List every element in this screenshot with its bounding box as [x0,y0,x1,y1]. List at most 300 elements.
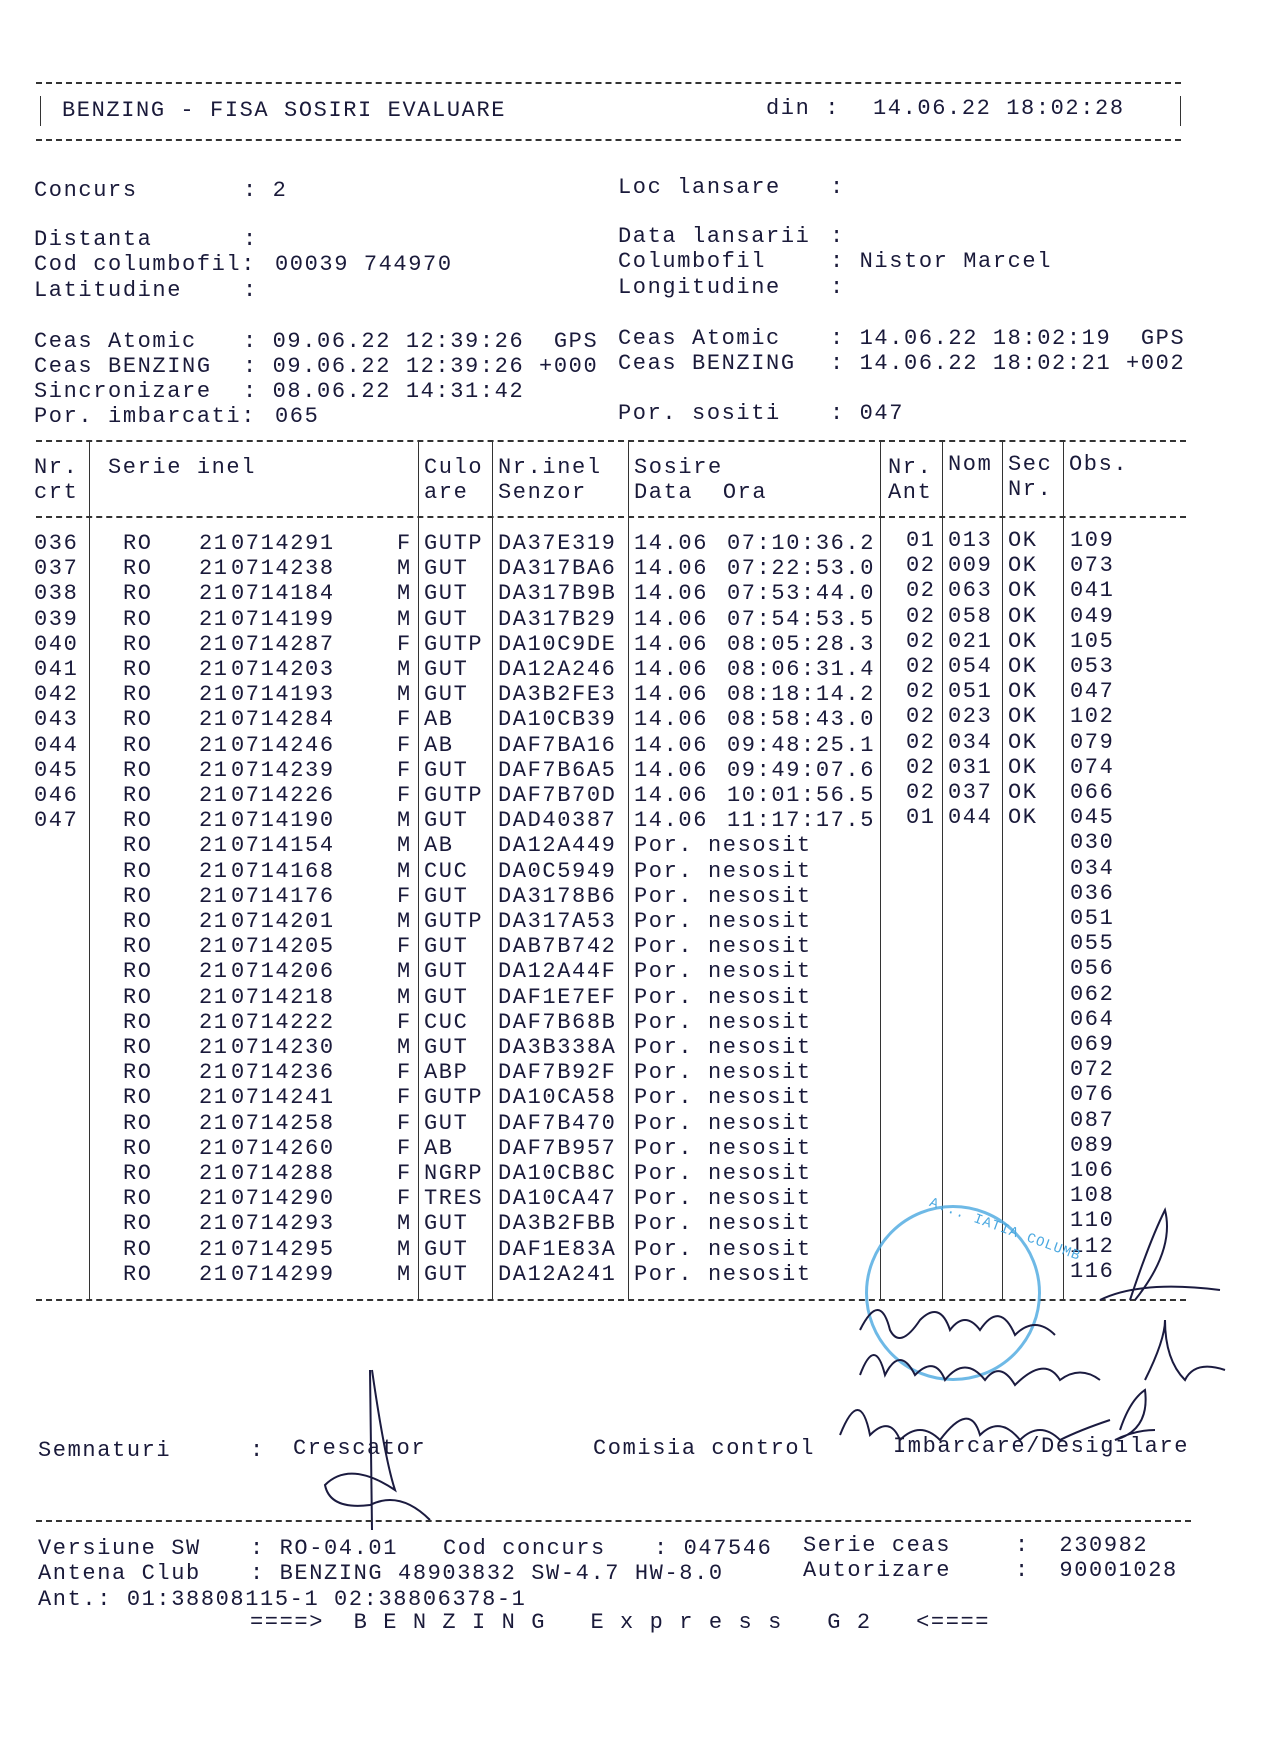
cell-ora: 08:06:31.4 [727,657,876,682]
cell-an: 21 [199,833,229,859]
serie-ceas-value: : 230982 [1015,1533,1149,1558]
imbarcati-value: 065 [275,404,320,429]
cell-an: 21 [199,732,229,758]
cell-inel: 0714226 [231,783,335,808]
header-obs: Obs. [1069,452,1129,477]
cell-obs: 064 [1070,1006,1115,1032]
cell-ora: nesosit [708,1085,812,1111]
din-value: 14.06.22 18:02:28 [873,96,1125,121]
cell-ora: 07:10:36.2 [727,531,876,556]
cell-senzor: DA37E319 [498,531,617,556]
cell-ora: nesosit [708,833,812,859]
antena-club-label: Antena Club [38,1561,201,1586]
cell-inel: 0714168 [231,858,335,884]
cell-culoare: GUT [424,757,469,783]
cell-culoare: GUT [424,1236,469,1262]
din-label: din : [766,96,841,121]
latitudine-label: Latitudine [34,278,183,303]
cell-ora: nesosit [708,934,812,960]
ceas-atomic-start-label: Ceas Atomic [34,329,197,354]
cell-sex: F [397,1060,412,1086]
cell-obs: 036 [1070,880,1115,906]
cell-sex: M [397,959,412,985]
cell-an: 21 [199,1211,229,1237]
cell-culoare: NGRP [424,1161,484,1186]
cell-nr: 038 [34,581,79,607]
cell-ant: 02 [906,654,936,679]
cell-ant: 02 [906,603,936,629]
cell-obs: 109 [1070,528,1115,553]
cell-sex: F [397,1186,412,1212]
document-title: BENZING - FISA SOSIRI EVALUARE [62,98,507,123]
cell-inel: 0714293 [231,1211,335,1237]
cell-an: 21 [199,581,229,607]
cell-inel: 0714236 [231,1060,335,1086]
cell-nr: 047 [34,808,79,834]
cell-ora: 09:48:25.1 [727,732,876,758]
cell-sex: M [397,1035,412,1060]
cell-tara: RO [123,581,153,607]
cell-obs: 051 [1070,906,1115,931]
cell-sex: F [397,1085,412,1111]
cell-data: Por. [634,1236,694,1262]
cell-sex: M [397,606,412,632]
header-nr: Nr. [34,455,79,480]
cell-inel: 0714222 [231,1009,335,1035]
sositi-label: Por. sositi [618,401,781,426]
cell-nr: 037 [34,556,79,582]
cell-culoare: GUTP [424,631,484,657]
cell-inel: 0714154 [231,833,335,859]
ceas-benzing-start-label: Ceas BENZING [34,354,212,379]
cell-data: Por. [634,858,694,884]
cell-sex: F [397,631,412,657]
cell-sex: M [397,682,412,708]
cell-ant: 02 [906,704,936,730]
cell-ora: nesosit [708,883,812,909]
header-crt: crt [34,480,79,505]
cell-obs: 049 [1070,603,1115,629]
cell-an: 21 [199,1135,229,1161]
cell-ora: nesosit [708,909,812,934]
cell-inel: 0714246 [231,732,335,758]
cell-sex: M [397,909,412,934]
cell-sec: OK [1008,679,1038,705]
cell-ora: 11:17:17.5 [727,808,876,834]
cell-an: 21 [199,909,229,934]
cell-inel: 0714203 [231,657,335,682]
cod-concurs-value: : 047546 [654,1536,773,1561]
cell-ora: 07:22:53.0 [727,556,876,582]
cell-sex: F [397,1135,412,1161]
cell-ora: nesosit [708,1186,812,1212]
cell-culoare: GUT [424,581,469,607]
cell-sex: F [397,1161,412,1186]
cell-data: Por. [634,1009,694,1035]
cell-data: Por. [634,1060,694,1086]
cell-obs: 074 [1070,754,1115,780]
cell-data: 14.06 [634,606,709,632]
cell-an: 21 [199,934,229,960]
cell-tara: RO [123,959,153,985]
cell-culoare: GUT [424,556,469,582]
cell-obs: 047 [1070,679,1115,705]
cell-senzor: DAF1E83A [498,1236,617,1262]
cell-nom: 009 [948,553,993,579]
cell-nom: 023 [948,704,993,730]
cell-senzor: DA10CA58 [498,1085,617,1111]
antenna-ids: Ant.: 01:38808115-1 02:38806378-1 [38,1587,527,1612]
cell-an: 21 [199,883,229,909]
sositi-value: : 047 [830,401,905,426]
cell-data: Por. [634,1085,694,1111]
columbofil-value: : Nistor Marcel [830,249,1053,274]
cell-inel: 0714299 [231,1261,335,1287]
cell-culoare: CUC [424,1009,469,1035]
cell-an: 21 [199,1186,229,1212]
ceas-benzing-start-value: : 09.06.22 12:39:26 +000 [243,354,599,379]
cell-obs: 108 [1070,1183,1115,1209]
cell-an: 21 [199,531,229,556]
cell-tara: RO [123,934,153,960]
sincronizare-label: Sincronizare [34,379,212,404]
cell-ant: 02 [906,679,936,705]
cell-senzor: DA12A241 [498,1261,617,1287]
cell-sec: OK [1008,603,1038,629]
cell-obs: 076 [1070,1082,1115,1108]
header-ant: Ant [888,480,933,505]
cell-culoare: GUT [424,606,469,632]
cell-sex: F [397,883,412,909]
cell-data: Por. [634,1035,694,1060]
cell-obs: 055 [1070,931,1115,957]
cell-nom: 058 [948,603,993,629]
ceas-atomic-end-value: : 14.06.22 18:02:19 GPS [830,326,1186,351]
header-data-ora: Data Ora [634,480,768,505]
benzing-express-banner: ====> B E N Z I N G E x p r e s s G 2 <==== [250,1610,991,1635]
cell-data: Por. [634,1186,694,1212]
cell-ant: 02 [906,628,936,654]
cell-obs: 072 [1070,1057,1115,1083]
cell-nr: 041 [34,657,79,682]
cell-senzor: DA10CB39 [498,707,617,733]
cell-sex: F [397,707,412,733]
footer-border [36,1520,1191,1522]
cell-sex: F [397,783,412,808]
cell-sec: OK [1008,805,1038,831]
cell-tara: RO [123,1161,153,1186]
cell-an: 21 [199,757,229,783]
cell-inel: 0714218 [231,984,335,1010]
autorizare-label: Autorizare [803,1558,952,1583]
cell-senzor: DA12A246 [498,657,617,682]
ceas-benzing-end-value: : 14.06.22 18:02:21 +002 [830,351,1186,376]
cell-tara: RO [123,682,153,708]
cell-ant: 02 [906,754,936,780]
cell-sex: M [397,833,412,859]
cell-an: 21 [199,959,229,985]
cell-tara: RO [123,1060,153,1086]
cell-sec: OK [1008,528,1038,553]
concurs-label: Concurs [34,178,138,203]
header-senzor: Senzor [498,480,587,505]
cell-tara: RO [123,1035,153,1060]
loc-lansare-value: : [830,175,845,200]
header-serie-inel: Serie inel [108,455,257,480]
cell-tara: RO [123,1186,153,1212]
cell-sex: M [397,657,412,682]
cell-obs: 116 [1070,1258,1115,1284]
cell-obs: 105 [1070,628,1115,654]
cell-nr: 046 [34,783,79,808]
cell-sec: OK [1008,754,1038,780]
cell-data: Por. [634,1261,694,1287]
cell-data: Por. [634,1135,694,1161]
semnaturi-colon: : [250,1438,265,1463]
cell-data: 14.06 [634,808,709,834]
cell-obs: 112 [1070,1233,1115,1259]
cell-an: 21 [199,631,229,657]
cell-culoare: GUT [424,934,469,960]
cell-senzor: DAF7B92F [498,1060,617,1086]
cell-culoare: GUT [424,1211,469,1237]
cell-senzor: DAF7BA16 [498,732,617,758]
cell-inel: 0714184 [231,581,335,607]
cell-inel: 0714193 [231,682,335,708]
cell-data: 14.06 [634,631,709,657]
cell-nom: 051 [948,679,993,705]
cell-nom: 021 [948,628,993,654]
cell-senzor: DA3B338A [498,1035,617,1060]
cell-ora: nesosit [708,1236,812,1262]
header-sec: Sec [1008,452,1053,477]
cell-senzor: DA10CB8C [498,1161,617,1186]
header-nr-ant: Nr. [888,455,933,480]
cell-inel: 0714287 [231,631,335,657]
sincronizare-value: : 08.06.22 14:31:42 [243,379,525,404]
concurs-value: : 2 [243,178,288,203]
cell-inel: 0714176 [231,883,335,909]
cell-culoare: AB [424,833,454,859]
imbarcare-desigilare-label: Imbarcare/Desigilare [893,1434,1190,1459]
cell-ora: nesosit [708,959,812,985]
cell-tara: RO [123,556,153,582]
stamp-text: A... IATIA COLUMB [927,1195,1083,1265]
cell-senzor: DA3B2FE3 [498,682,617,708]
longitudine-value: : [830,275,845,300]
cell-culoare: GUT [424,1110,469,1136]
cell-sex: F [397,1009,412,1035]
cod-columbofil-value: 00039 744970 [275,252,453,277]
cell-senzor: DA12A44F [498,959,617,985]
cell-sex: M [397,984,412,1010]
imbarcati-label: Por. imbarcati: [34,404,257,429]
cell-culoare: GUTP [424,1085,484,1111]
cell-an: 21 [199,1060,229,1086]
header-nr-inel: Nr.inel [498,455,602,480]
cell-data: Por. [634,1211,694,1237]
cell-sex: M [397,1261,412,1287]
cell-nr: 042 [34,682,79,708]
header-culoare-2: are [424,480,469,505]
cell-senzor: DA12A449 [498,833,617,859]
cell-nr: 039 [34,606,79,632]
cell-ant: 01 [906,805,936,831]
cell-sex: F [397,1110,412,1136]
distanta-value: : [243,227,258,252]
cell-tara: RO [123,1261,153,1287]
cell-sex: M [397,1236,412,1262]
cell-an: 21 [199,858,229,884]
cell-ant: 02 [906,553,936,579]
cell-sex: M [397,808,412,834]
cell-obs: 073 [1070,553,1115,579]
cell-data: 14.06 [634,783,709,808]
cell-an: 21 [199,606,229,632]
cell-data: 14.06 [634,657,709,682]
cell-nr: 043 [34,707,79,733]
cell-nom: 013 [948,528,993,553]
cell-senzor: DAB7B742 [498,934,617,960]
header-nom: Nom [948,452,993,477]
cell-sec: OK [1008,729,1038,755]
cell-inel: 0714230 [231,1035,335,1060]
cell-sex: F [397,757,412,783]
cell-data: 14.06 [634,682,709,708]
cell-tara: RO [123,631,153,657]
cell-tara: RO [123,808,153,834]
cell-culoare: ABP [424,1060,469,1086]
versiune-sw-value: : RO-04.01 [250,1536,399,1561]
cell-inel: 0714291 [231,531,335,556]
cell-obs: 069 [1070,1032,1115,1057]
cell-nr: 044 [34,732,79,758]
cell-tara: RO [123,757,153,783]
cell-inel: 0714201 [231,909,335,934]
cell-nom: 037 [948,780,993,805]
cell-an: 21 [199,1035,229,1060]
cell-culoare: GUT [424,959,469,985]
cell-sex: F [397,531,412,556]
cod-columbofil-label: Cod columbofil: [34,252,257,277]
ceas-atomic-end-label: Ceas Atomic [618,326,781,351]
cell-an: 21 [199,707,229,733]
cell-ora: 07:54:53.5 [727,606,876,632]
cell-inel: 0714205 [231,934,335,960]
cell-nr: 045 [34,757,79,783]
cell-ora: nesosit [708,1261,812,1287]
cell-tara: RO [123,783,153,808]
cell-tara: RO [123,732,153,758]
cell-tara: RO [123,657,153,682]
cell-an: 21 [199,984,229,1010]
cell-data: 14.06 [634,757,709,783]
cell-ora: nesosit [708,1060,812,1086]
cell-ora: nesosit [708,984,812,1010]
cod-concurs-label: Cod concurs [443,1536,606,1561]
longitudine-label: Longitudine [618,275,781,300]
cell-senzor: DA317A53 [498,909,617,934]
cell-culoare: GUTP [424,783,484,808]
cell-inel: 0714241 [231,1085,335,1111]
cell-tara: RO [123,909,153,934]
cell-an: 21 [199,808,229,834]
cell-senzor: DA317BA6 [498,556,617,582]
cell-culoare: AB [424,732,454,758]
cell-tara: RO [123,1211,153,1237]
cell-culoare: GUT [424,984,469,1010]
cell-data: 14.06 [634,581,709,607]
cell-an: 21 [199,682,229,708]
cell-senzor: DA317B9B [498,581,617,607]
cell-obs: 087 [1070,1107,1115,1133]
cell-data: Por. [634,833,694,859]
cell-nom: 034 [948,729,993,755]
cell-ant: 01 [906,528,936,553]
cell-sex: M [397,581,412,607]
cell-ora: 08:05:28.3 [727,631,876,657]
loc-lansare-label: Loc lansare [618,175,781,200]
cell-data: Por. [634,909,694,934]
cell-inel: 0714290 [231,1186,335,1212]
cell-data: Por. [634,959,694,985]
cell-inel: 0714284 [231,707,335,733]
data-lansarii-value: : [830,224,845,249]
crescator-label: Crescator [293,1436,427,1461]
cell-culoare: AB [424,707,454,733]
cell-ora: nesosit [708,1135,812,1161]
header-culoare: Culo [424,455,484,480]
cell-culoare: TRES [424,1186,484,1212]
antena-club-value: : BENZING 48903832 SW-4.7 HW-8.0 [250,1561,724,1586]
cell-ant: 02 [906,780,936,805]
cell-data: 14.06 [634,531,709,556]
cell-senzor: DA3178B6 [498,883,617,909]
cell-inel: 0714206 [231,959,335,985]
cell-culoare: GUTP [424,909,484,934]
cell-data: Por. [634,883,694,909]
cell-ant: 02 [906,729,936,755]
cell-tara: RO [123,1135,153,1161]
cell-obs: 062 [1070,981,1115,1007]
ceas-atomic-start-value: : 09.06.22 12:39:26 GPS [243,329,599,354]
cell-senzor: DA317B29 [498,606,617,632]
cell-tara: RO [123,707,153,733]
serie-ceas-label: Serie ceas [803,1533,952,1558]
cell-an: 21 [199,1261,229,1287]
cell-ora: nesosit [708,1211,812,1237]
cell-obs: 045 [1070,805,1115,831]
cell-inel: 0714258 [231,1110,335,1136]
cell-tara: RO [123,833,153,859]
cell-inel: 0714238 [231,556,335,582]
cell-nr: 036 [34,531,79,556]
cell-senzor: DAF7B957 [498,1135,617,1161]
cell-an: 21 [199,1110,229,1136]
cell-culoare: GUT [424,657,469,682]
cell-culoare: GUT [424,808,469,834]
cell-inel: 0714260 [231,1135,335,1161]
cell-data: Por. [634,1110,694,1136]
cell-inel: 0714190 [231,808,335,834]
cell-senzor: DA10C9DE [498,631,617,657]
cell-sex: M [397,858,412,884]
cell-sex: M [397,1211,412,1237]
cell-sec: OK [1008,553,1038,579]
cell-tara: RO [123,606,153,632]
cell-ora: nesosit [708,1110,812,1136]
ceas-benzing-end-label: Ceas BENZING [618,351,796,376]
